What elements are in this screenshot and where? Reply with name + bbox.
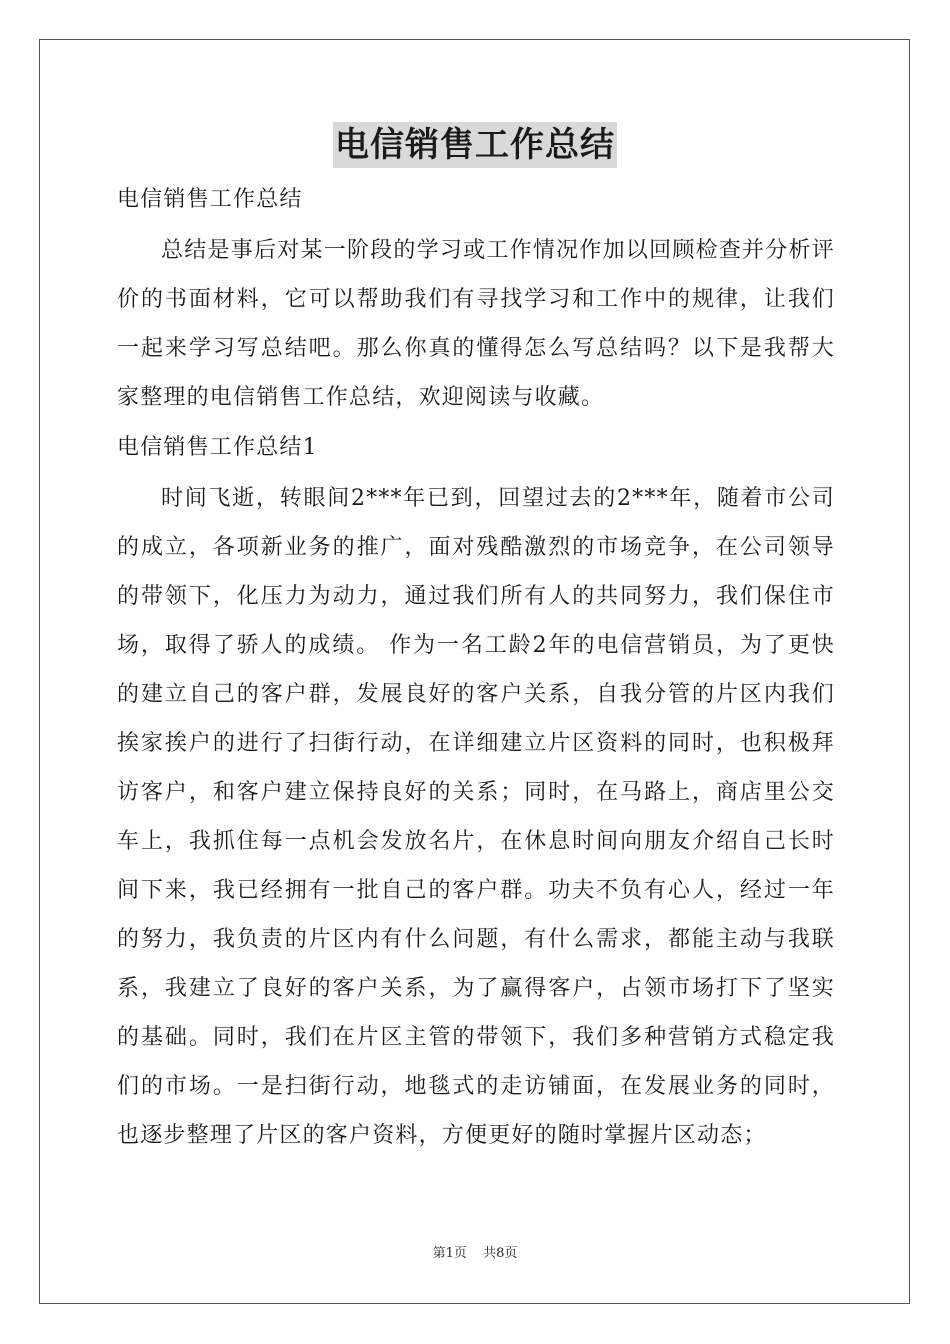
page-number: 第1页 xyxy=(432,1246,467,1261)
intro-paragraph: 总结是事后对某一阶段的学习或工作情况作加以回顾检查并分析评价的书面材料，它可以帮助我们有寻找学习和工作中的规律，让我们一起来学习写总结吧。那么你真的懂得怎么写总结吗？以下是我帮大家整理的电信销售工作总结，欢迎阅读与收藏。 xyxy=(117,238,835,410)
title-container xyxy=(0,122,950,168)
document-subtitle: 电信销售工作总结 xyxy=(117,187,303,212)
section-heading: 电信销售工作总结1 xyxy=(117,435,318,460)
section-paragraph: 时间飞逝，转眼间2***年已到，回望过去的2***年，随着市公司的成立，各项新业务的推广，面对残酷激烈的市场竞争，在公司领导的带领下，化压力为动力，通过我们所有人的共同努力，我们保住市场，取得了骄人的成绩。 作为一名工龄2年的电信营销员，为了更快的建立自己的客户群，发展良好的客户关系，自我分管的片区内我们挨家挨户的进行了扫街行动，在详细建立片区资料的同时，也积极拜访客户，和客户建立保持良好的关系；同时，在马路上，商店里公交车上，我抓住每一点机会发放名片，在休息时间向朋友介绍自己长时间下来，我已经拥有一批自己的客户群。功夫不负有心人，经过一年的努力，我负责的片区内有什么问题，有什么需求，都能主动与我联系，我建立了良好的客户关系，为了赢得客户，占领市场打下了坚实的基础。同时，我们在片区主管的带领下，我们多种营销方式稳定我们的市场。一是扫街行动，地毯式的走访铺面，在发展业务的同时，也逐步整理了片区的客户资料，方便更好的随时掌握片区动态； xyxy=(117,486,835,1148)
page-footer xyxy=(0,1244,950,1264)
page-total: 共8页 xyxy=(483,1246,518,1261)
document-title: 电信销售工作总结 xyxy=(333,122,617,168)
